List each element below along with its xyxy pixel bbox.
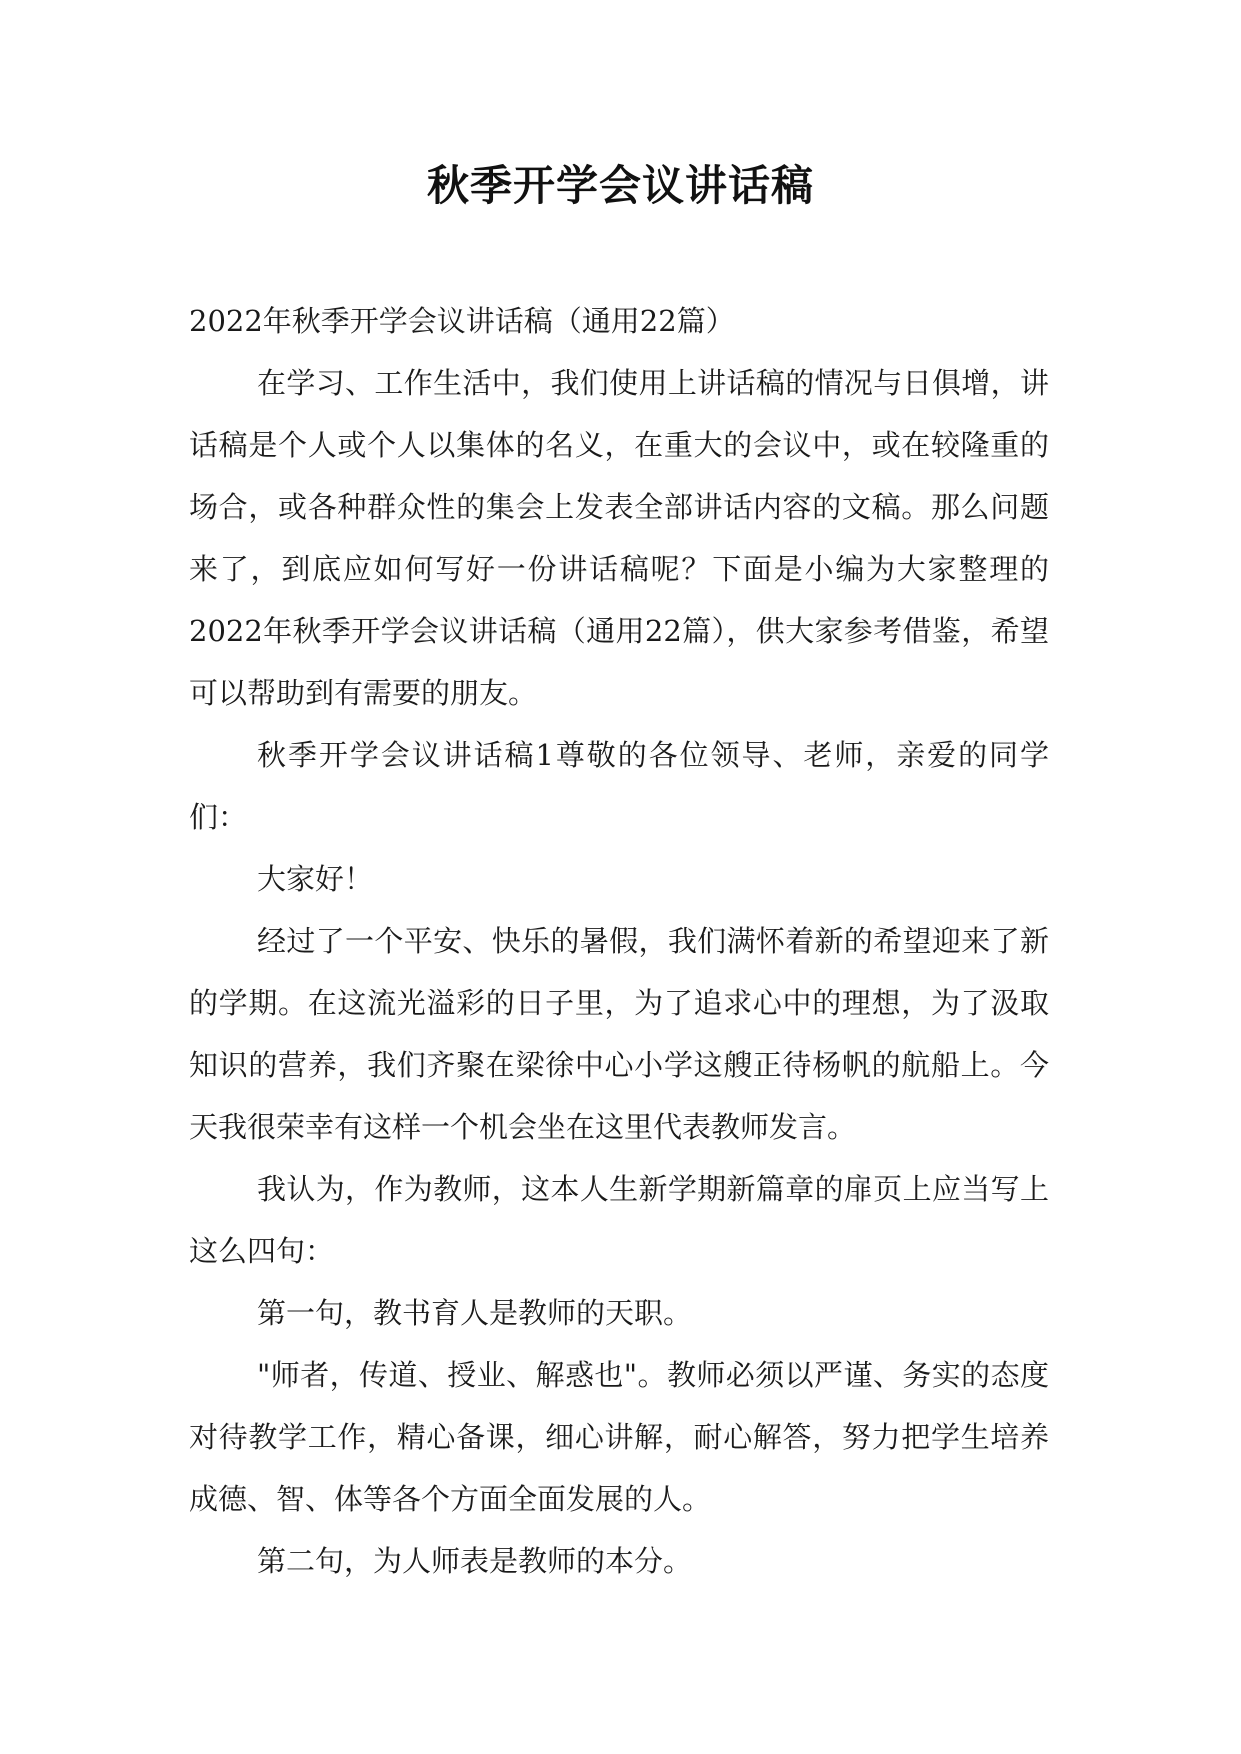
paragraph-four-sentences: 我认为，作为教师，这本人生新学期新篇章的扉页上应当写上这么四句： bbox=[189, 1172, 1049, 1268]
paragraph-opening: 经过了一个平安、快乐的暑假，我们满怀着新的希望迎来了新的学期。在这流光溢彩的日子里，为了追求心中的理想，为了汲取知识的营养，我们齐聚在梁徐中心小学这艘正待杨帆的航船上。今天我很荣幸有这样一个机会坐在这里代表教师发言。 bbox=[189, 924, 1049, 1144]
document-body bbox=[189, 290, 1049, 1592]
document-subtitle: 2022年秋季开学会议讲话稿（通用22篇） bbox=[189, 304, 735, 338]
paragraph-greeting: 大家好！ bbox=[257, 862, 374, 896]
paragraph-teacher-duty: "师者，传道、授业、解惑也"。教师必须以严谨、务实的态度对待教学工作，精心备课，细心讲解，耐心解答，努力把学生培养成德、智、体等各个方面全面发展的人。 bbox=[189, 1358, 1049, 1516]
paragraph-first-sentence: 第一句，教书育人是教师的天职。 bbox=[257, 1296, 693, 1330]
paragraph-intro: 在学习、工作生活中，我们使用上讲话稿的情况与日俱增，讲话稿是个人或个人以集体的名义，在重大的会议中，或在较隆重的场合，或各种群众性的集会上发表全部讲话内容的文稿。那么问题来了，到底应如何写好一份讲话稿呢？下面是小编为大家整理的2022年秋季开学会议讲话稿（通用22篇），供大家参考借鉴，希望可以帮助到有需要的朋友。 bbox=[189, 366, 1049, 710]
paragraph-second-sentence: 第二句，为人师表是教师的本分。 bbox=[257, 1544, 693, 1578]
paragraph-salutation: 秋季开学会议讲话稿1尊敬的各位领导、老师，亲爱的同学们： bbox=[189, 738, 1049, 834]
document-title: 秋季开学会议讲话稿 bbox=[426, 161, 814, 210]
